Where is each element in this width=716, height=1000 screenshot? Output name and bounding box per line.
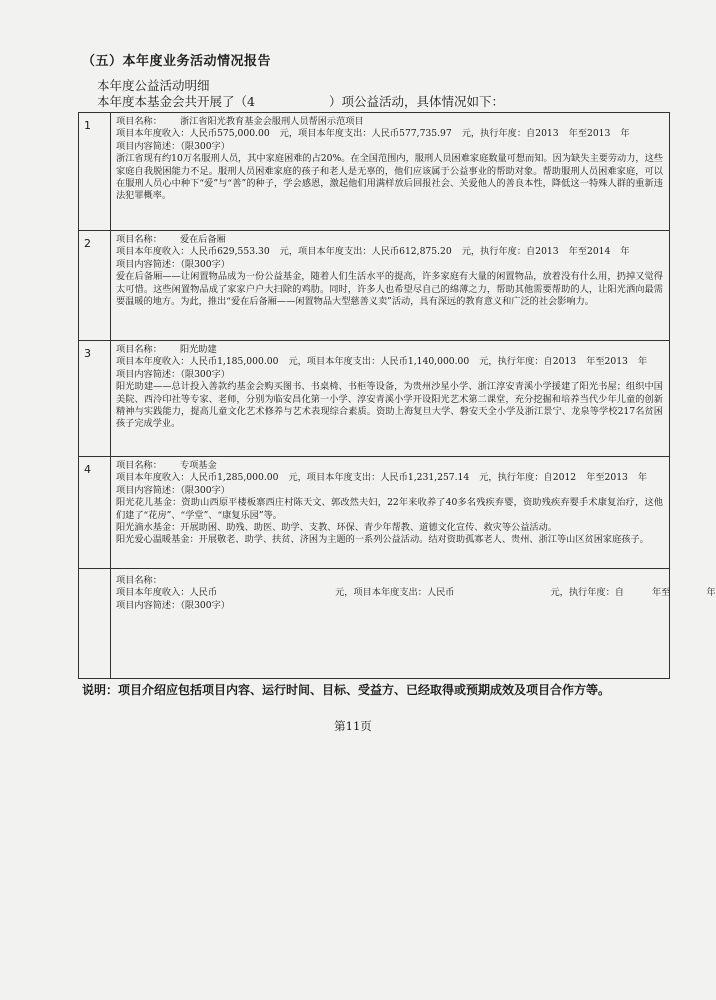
- project-finance-line: 项目本年度收入：人民币 元，项目本年度支出：人民币 元，执行年度：自 年至 年: [116, 587, 716, 599]
- project-finance-line: 项目本年度收入：人民币575,000.00 元，项目本年度支出：人民币577,735.97 元，执行年度：自2013 年至2013 年: [116, 128, 630, 140]
- project-description-line: 阳光爱心温暖基金：开展敬老、助学、扶贫、济困为主题的一系列公益活动。结对资助孤寡老人、贵州、浙江等山区贫困家庭孩子。: [116, 534, 649, 546]
- project-finance-line: 项目本年度收入：人民币1,285,000.00 元，项目本年度支出：人民币1,231,257.14 元，执行年度：自2012 年至2013 年: [116, 472, 648, 484]
- project-expense: 1,140,000.00: [407, 356, 470, 368]
- project-income: 575,000.00: [217, 128, 270, 140]
- project-name: 浙江省阳光教育基金会服刑人员帮困示范项目: [179, 116, 364, 127]
- project-desc-label: 项目内容简述：（限300字）: [116, 258, 230, 270]
- project-row: [79, 231, 670, 341]
- project-finance-line: 项目本年度收入：人民币1,185,000.00 元，项目本年度支出：人民币1,140,000.00 元，执行年度：自2013 年至2013 年: [116, 356, 648, 368]
- project-description: 浙江省现有约10万名服刑人员，其中家庭困难的占20%。在全国范围内，服刑人员困难家庭数量可想而知。因为缺失主要劳动力，这些家庭自我脱困能力不足。服刑人员困难家庭的孩子和老人是无辜的，他们应该属于公益事业的帮助对象。帮助服刑人员困难家庭，可以在服刑人员心中种下“爱”与“善”的种子，学会感恩，激起他们用满样放后回报社会、关爱他人的善良本性，降低这一特殊人群的重新违法犯罪概率。: [116, 153, 663, 202]
- project-expense: 1,231,257.14: [407, 472, 470, 484]
- project-description: 阳光助建——总计投入善款约基金会购买图书、书桌椅、书柜等设备，为贵州沙星小学、浙江淳安青溪小学援建了阳光书屋；组织中国美院、西泠印社等专家、老师，分别为临安昌化第一小学、淳安青溪小学开设阳光艺术第二课堂，充分挖掘和培养当代少年儿童的创新精神与实践能力，提高儿童文化艺术修养与艺术表现综合素质。资助上海复旦大学、磐安天全小学及浙江景宁、龙泉等学校217名贫困孩子完成学业。: [116, 381, 663, 430]
- summary-prefix: 本年度本基金会共开展了（: [97, 94, 248, 109]
- project-row-empty: [79, 569, 670, 679]
- project-name-line: 项目名称： 阳光助建: [116, 344, 217, 355]
- project-name-line: 项目名称： 专项基金: [116, 460, 217, 471]
- project-row: [79, 113, 670, 231]
- project-name-line: 项目名称：: [116, 575, 162, 586]
- project-desc-label: 项目内容简述：（限300字）: [116, 368, 230, 380]
- project-index: 3: [79, 341, 111, 457]
- project-body: [111, 341, 670, 457]
- project-body: [111, 457, 670, 569]
- project-row: [79, 457, 670, 569]
- summary-count: 4: [247, 94, 255, 109]
- project-desc-label: 项目内容简述：（限300字）: [116, 599, 230, 611]
- projects-table: [78, 112, 716, 679]
- page-number: 第11页: [334, 719, 372, 733]
- project-expense: 577,735.97: [399, 128, 452, 140]
- project-row: [79, 341, 670, 457]
- project-desc-label: 项目内容简述：（限300字）: [116, 140, 230, 152]
- project-year-from: 2012: [552, 472, 577, 484]
- project-index: [79, 569, 111, 679]
- project-description-line: 阳光滴水基金：开展助困、助残、助医、助学、支教、环保、青少年帮教、道德文化宣传、救灾等公益活动。: [116, 522, 557, 534]
- project-year-from: 2013: [535, 246, 559, 258]
- subtitle: 本年度公益活动明细: [97, 78, 210, 93]
- section-title: （五）本年度业务活动情况报告: [82, 54, 272, 69]
- project-name: 阳光助建: [179, 344, 217, 355]
- project-body: [111, 569, 716, 679]
- activity-summary: [97, 92, 504, 110]
- project-year-from: 2013: [552, 356, 577, 368]
- project-income: 1,285,000.00: [217, 472, 279, 484]
- project-name: 专项基金: [179, 460, 217, 471]
- project-name-line: 项目名称： 浙江省阳光教育基金会服刑人员帮困示范项目: [116, 116, 364, 127]
- project-income: 1,185,000.00: [217, 356, 279, 368]
- summary-suffix: ）项公益活动，具体情况如下：: [329, 94, 505, 109]
- project-desc-label: 项目内容简述：（限300字）: [116, 484, 230, 496]
- project-body: [111, 113, 670, 231]
- project-year-to: 2013: [604, 472, 628, 484]
- project-index: 1: [79, 113, 111, 231]
- footnote: 说明：项目介绍应包括项目内容、运行时间、目标、受益方、已经取得或预期成效及项目合作方等。: [82, 683, 611, 697]
- project-year-from: 2013: [535, 128, 559, 140]
- project-year-to: 2014: [586, 246, 611, 258]
- project-name: 爱在后备厢: [179, 234, 226, 245]
- project-name-line: 项目名称： 爱在后备厢: [116, 234, 226, 245]
- project-finance-line: 项目本年度收入：人民币629,553.30 元，项目本年度支出：人民币612,875.20 元，执行年度：自2013 年至2014 年: [116, 246, 630, 258]
- project-year-to: 2013: [604, 356, 628, 368]
- project-index: 4: [79, 457, 111, 569]
- project-body: [111, 231, 670, 341]
- project-description: 爱在后备厢——让闲置物品成为一份公益基金，随着人们生活水平的提高，许多家庭有大量的闲置物品，放着没有什么用，扔掉又觉得太可惜。这些闲置物品成了家家户户大扫除的鸡肋。同时，许多人也希望尽自己的绵薄之力，帮助其他需要帮助的人，让阳光洒向最需要温暖的地方。为此，推出“爱在后备厢——闲置物品大型慈善义卖”活动，具有深远的教育意义和广泛的社会影响力。: [116, 271, 663, 308]
- project-index: 2: [79, 231, 111, 341]
- project-income: 629,553.30: [217, 246, 270, 258]
- project-expense: 612,875.20: [399, 246, 452, 258]
- project-description-line: 阳光花儿基金：资助山西原平楼板寨西庄村陈天文、郭改然夫妇，22年来收养了40多名残疾弃婴，资助残疾弃婴手术康复治疗，这他们建了“花房”、“学堂”、“康复乐园”等。: [116, 497, 663, 521]
- project-year-to: 2013: [586, 128, 611, 140]
